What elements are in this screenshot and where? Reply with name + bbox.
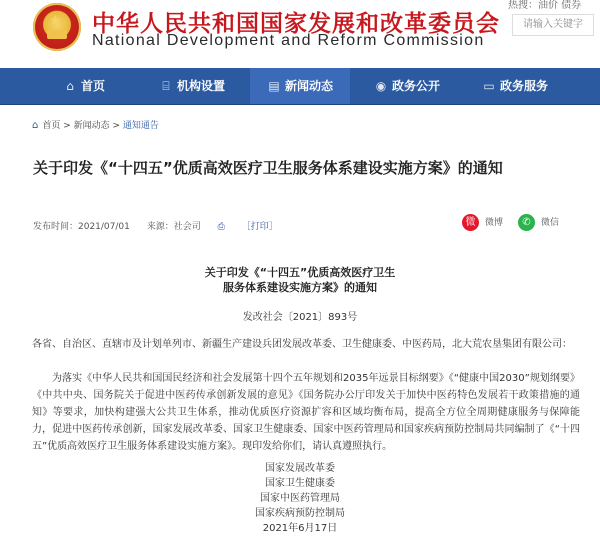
nav-gov-affairs[interactable]: ◉ 政务公开 — [375, 68, 455, 104]
nav-home[interactable]: ⌂ 首页 — [64, 68, 124, 104]
article-source: 来源：社会司 — [146, 222, 201, 232]
home-icon: ⌂ — [66, 79, 74, 93]
article-meta — [33, 219, 306, 232]
nav-organization[interactable]: ⌸ 机构设置 — [160, 68, 240, 104]
print-button[interactable]: ⎙ ［打印］ — [217, 222, 278, 232]
service-icon: ▭ — [483, 79, 495, 93]
share-weibo-button[interactable]: 微 微博 — [462, 214, 503, 231]
site-name-cn[interactable]: 中华人民共和国国家发展和改革委员会 — [92, 11, 500, 37]
national-emblem-icon: ★ — [33, 3, 81, 51]
site-name-en: National Development and Reform Commission — [92, 32, 485, 49]
document-number: 发改社会〔2021〕893号 — [242, 312, 358, 323]
share-wechat-button[interactable]: ✆ 微信 — [518, 214, 559, 231]
breadcrumb-news[interactable]: 新闻动态 — [73, 121, 110, 131]
site-header — [0, 0, 600, 68]
home-icon[interactable]: ⌂ — [32, 120, 39, 131]
signature-nhc: 国家卫生健康委 — [265, 478, 335, 489]
signature-ndrc: 国家发展改革委 — [265, 463, 335, 474]
document-date: 2021年6月17日 — [262, 523, 338, 534]
building-icon: ⌸ — [162, 79, 170, 93]
document-title-line2: 服务体系建设实施方案》的通知 — [223, 281, 377, 294]
signature-natcm: 国家中医药管理局 — [260, 493, 340, 504]
publish-time: 发布时间：2021/07/01 — [33, 222, 130, 232]
main-nav — [0, 68, 600, 105]
body-paragraph: 为落实《中华人民共和国国民经济和社会发展第十四个五年规划和2035年远景目标纲要》《“健康中国2030”规划纲要》《中共中央、国务院关于促进中医药传承创新发展的意见》《国务院办公厅印发关于加快中医药特色发展若干政策措施的通知》等要求，加快构建强大公共卫生体系，推动优质医疗资源扩容和区域均衡布局，提高全方位全周期健康服务与保障能力，促进中医药传承创新，国家发展改革委、国家卫生健康委、国家中医药管理局和国家疾病预防控制局共同编制了《“十四五”优质高效医疗卫生服务体系建设实施方案》。现印发给你们，请认真遵照执行。 — [32, 373, 580, 452]
document-title-line1: 关于印发《“十四五”优质高效医疗卫生 — [204, 266, 396, 279]
signature-ndcpa: 国家疾病预防控制局 — [255, 508, 345, 519]
search-input[interactable]: 请输入关键字 — [512, 14, 594, 36]
breadcrumb: ⌂ 首页 > 新闻动态 > 通知通告 — [32, 120, 159, 131]
printer-icon: ⎙ — [217, 222, 228, 232]
breadcrumb-notices[interactable]: 通知通告 — [122, 121, 159, 131]
news-icon: ▤ — [268, 79, 280, 93]
wechat-icon: ✆ — [518, 214, 535, 231]
weibo-icon: 微 — [462, 214, 479, 231]
breadcrumb-home[interactable]: 首页 — [42, 121, 61, 131]
nav-news[interactable]: ▤ 新闻动态 — [250, 68, 350, 104]
signal-icon: ◉ — [375, 79, 387, 93]
nav-gov-service[interactable]: ▭ 政务服务 — [483, 68, 563, 104]
hot-search[interactable]: 热搜：油价 债券 — [508, 0, 582, 11]
recipients-paragraph: 各省、自治区、直辖市及计划单列市、新疆生产建设兵团发展改革委、卫生健康委、中医药局，北大荒农垦集团有限公司： — [32, 339, 572, 350]
page-title: 关于印发《“十四五”优质高效医疗卫生服务体系建设实施方案》的通知 — [33, 159, 503, 177]
